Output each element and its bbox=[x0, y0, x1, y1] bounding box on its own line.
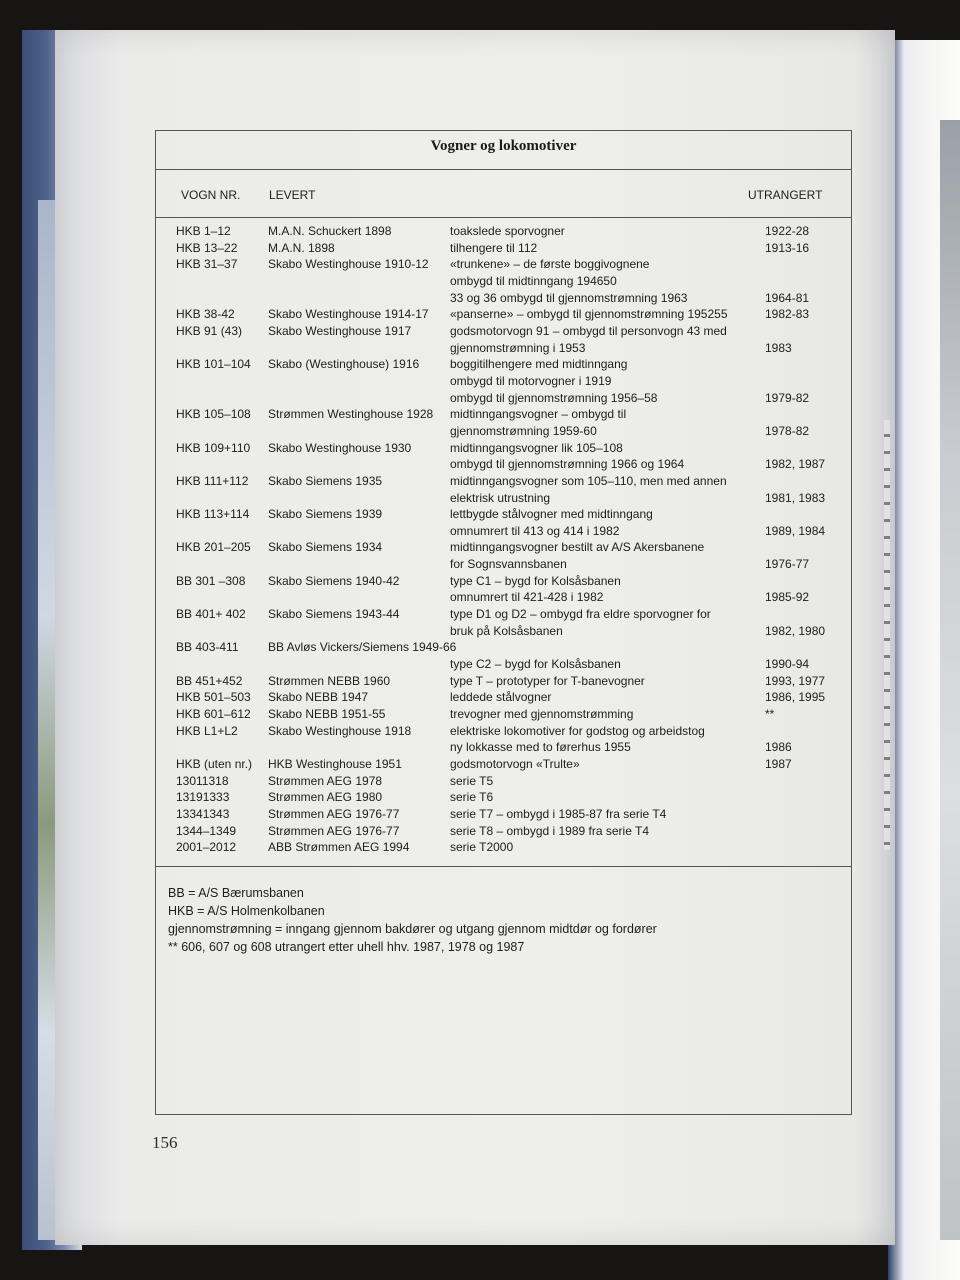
table-row bbox=[156, 773, 851, 790]
table-row bbox=[156, 573, 851, 606]
cell-levert: Skabo Westinghouse 1917 bbox=[268, 323, 412, 338]
cell-vogn-nr: 2001–2012 bbox=[176, 840, 237, 855]
cell-utrangert: 1982, 1980 bbox=[765, 623, 826, 638]
cell-description: serie T5 bbox=[450, 773, 494, 788]
table-row bbox=[156, 473, 851, 506]
cell-description: serie T2000 bbox=[450, 840, 514, 855]
cell-levert: Skabo NEBB 1947 bbox=[268, 690, 369, 705]
table-row bbox=[156, 689, 851, 706]
table-row bbox=[156, 823, 851, 840]
cell-levert: Skabo Westinghouse 1918 bbox=[268, 723, 412, 738]
cell-levert: Skabo Westinghouse 1914-17 bbox=[268, 307, 429, 322]
table-row bbox=[156, 323, 851, 356]
cell-utrangert: 1982-83 bbox=[765, 307, 810, 322]
table-row bbox=[156, 756, 851, 773]
cell-vogn-nr: HKB (uten nr.) bbox=[176, 757, 253, 771]
cell-description: type C1 – bygd for Kolsåsbanen omnumrert til 421-428 i 1982 bbox=[450, 573, 621, 605]
notes-divider bbox=[156, 866, 851, 867]
cell-description: type D1 og D2 – ombygd fra eldre sporvogner for bruk på Kolsåsbanen bbox=[450, 607, 711, 638]
cell-levert: Skabo Siemens 1939 bbox=[268, 507, 383, 522]
cell-levert: Skabo (Westinghouse) 1916 bbox=[268, 357, 420, 372]
cell-levert: Strømmen Westinghouse 1928 bbox=[268, 407, 434, 422]
table-row bbox=[156, 673, 851, 690]
cell-description: godsmotorvogn 91 – ombygd til personvogn 43 med gjennomstrømning i 1953 bbox=[450, 323, 727, 355]
cell-utrangert: 1922-28 bbox=[765, 224, 810, 238]
header-utrangert: UTRANGERT bbox=[748, 188, 823, 202]
cell-vogn-nr: HKB 501–503 bbox=[176, 690, 251, 705]
table-row bbox=[156, 306, 851, 323]
cell-utrangert bbox=[755, 823, 855, 840]
cell-levert: Strømmen NEBB 1960 bbox=[268, 673, 391, 688]
cell-vogn-nr: HKB 105–108 bbox=[176, 407, 251, 422]
title-row bbox=[156, 131, 851, 170]
cell-levert: Skabo Siemens 1940-42 bbox=[268, 573, 400, 588]
cell-vogn-nr: 13011318 bbox=[176, 773, 229, 788]
table-frame bbox=[155, 130, 852, 1115]
cell-utrangert: 1993, 1977 bbox=[765, 673, 826, 688]
cell-utrangert: 1990-94 bbox=[765, 657, 810, 672]
cell-levert: Strømmen AEG 1980 bbox=[268, 790, 383, 805]
table-row bbox=[156, 223, 851, 240]
cell-description: serie T7 – ombygd i 1985-87 fra serie T4 bbox=[450, 806, 667, 821]
table-row bbox=[156, 256, 851, 306]
cell-description: boggitilhengere med midtinngang ombygd til motorvogner i 1919 ombygd til gjennomstrømning 1956–58 bbox=[450, 357, 658, 405]
cell-levert: Strømmen AEG 1976-77 bbox=[268, 806, 400, 821]
table-row bbox=[156, 839, 851, 856]
binding-stitches bbox=[884, 420, 890, 850]
cell-description: elektriske lokomotiver for godstog og arbeidstog ny lokkasse med to førerhus 1955 bbox=[450, 723, 705, 755]
note-line: HKB = A/S Holmenkolbanen bbox=[168, 904, 325, 918]
cell-utrangert: 1978-82 bbox=[765, 423, 810, 438]
cell-description: «panserne» – ombygd til gjennomstrømning 195255 bbox=[450, 307, 728, 322]
cell-description: type T – prototyper for T-banevogner bbox=[450, 673, 645, 688]
cell-utrangert: 1913-16 bbox=[765, 240, 810, 255]
table-row bbox=[156, 706, 851, 723]
cell-description: serie T8 – ombygd i 1989 fra serie T4 bbox=[450, 823, 649, 838]
table-row bbox=[156, 639, 851, 672]
cell-levert: ABB Strømmen AEG 1994 bbox=[268, 840, 410, 855]
cell-levert: M.A.N. Schuckert 1898 bbox=[268, 224, 392, 238]
cell-vogn-nr: HKB 201–205 bbox=[176, 540, 251, 555]
cell-utrangert: ** bbox=[765, 707, 775, 722]
cell-vogn-nr: BB 451+452 bbox=[176, 673, 243, 688]
cell-vogn-nr: HKB 31–37 bbox=[176, 257, 238, 272]
cell-vogn-nr: HKB 1–12 bbox=[176, 224, 231, 238]
note-line: ** 606, 607 og 608 utrangert etter uhell hhv. 1987, 1978 og 1987 bbox=[168, 940, 525, 954]
cell-vogn-nr: HKB 38-42 bbox=[176, 307, 235, 322]
cell-utrangert: 1964-81 bbox=[765, 290, 810, 305]
cell-vogn-nr: 13191333 bbox=[176, 790, 230, 805]
cell-utrangert: 1976-77 bbox=[765, 557, 810, 572]
table-row bbox=[156, 789, 851, 806]
cell-levert: M.A.N. 1898 bbox=[268, 240, 335, 255]
cell-vogn-nr: 13341343 bbox=[176, 806, 230, 821]
cell-utrangert: 1983 bbox=[765, 340, 792, 355]
cell-utrangert: 1985-92 bbox=[765, 590, 810, 605]
cell-description: tilhengere til 112 bbox=[450, 240, 538, 255]
cell-levert: BB Avløs Vickers/Siemens 1949-66 bbox=[268, 640, 457, 655]
cell-vogn-nr: HKB 601–612 bbox=[176, 707, 251, 722]
cell-vogn-nr: BB 403-411 bbox=[176, 640, 239, 655]
cell-levert: Skabo Siemens 1943-44 bbox=[268, 607, 400, 622]
table-row bbox=[156, 406, 851, 439]
cell-description: type C2 – bygd for Kolsåsbanen bbox=[450, 657, 621, 672]
cell-utrangert bbox=[755, 773, 855, 790]
cell-description: serie T6 bbox=[450, 790, 494, 805]
notes bbox=[168, 884, 828, 956]
cell-description: godsmotorvogn «Trulte» bbox=[450, 757, 580, 771]
cell-vogn-nr: HKB 91 (43) bbox=[176, 323, 243, 338]
table-row bbox=[156, 539, 851, 572]
cell-vogn-nr: 1344–1349 bbox=[176, 823, 237, 838]
cell-utrangert: 1982, 1987 bbox=[765, 457, 826, 472]
cell-utrangert bbox=[755, 789, 855, 806]
table-row bbox=[156, 506, 851, 539]
cell-utrangert bbox=[755, 806, 855, 823]
cell-vogn-nr: HKB 101–104 bbox=[176, 357, 251, 372]
cell-vogn-nr: HKB 109+110 bbox=[176, 440, 251, 455]
cell-levert: Skabo NEBB 1951-55 bbox=[268, 707, 386, 722]
table-row bbox=[156, 606, 851, 639]
cell-utrangert: 1987 bbox=[765, 757, 792, 771]
cell-utrangert: 1986 bbox=[765, 740, 792, 755]
cell-description: midtinngangsvogner som 105–110, men med annen elektrisk utrustning bbox=[450, 473, 727, 505]
cell-utrangert: 1986, 1995 bbox=[765, 690, 826, 705]
cell-description: midtinngangsvogner bestilt av A/S Akersbanene for Sognsvannsbanen bbox=[450, 540, 705, 572]
table-row bbox=[156, 240, 851, 257]
page-number: 156 bbox=[152, 1133, 178, 1152]
cell-description: midtinngangsvogner – ombygd til gjennomstrømning 1959-60 bbox=[450, 407, 627, 438]
table-header bbox=[156, 169, 851, 218]
cell-description: midtinngangsvogner lik 105–108 ombygd til gjennomstrømning 1966 og 1964 bbox=[450, 440, 685, 472]
cell-description: lettbygde stålvogner med midtinngang omnumrert til 413 og 414 i 1982 bbox=[450, 507, 653, 538]
facing-page-photo bbox=[940, 120, 960, 1240]
table-row bbox=[156, 440, 851, 473]
header-levert: LEVERT bbox=[269, 188, 316, 202]
cell-description: toakslede sporvogner bbox=[450, 224, 565, 238]
cell-vogn-nr: HKB 113+114 bbox=[176, 507, 250, 522]
cell-levert: Skabo Westinghouse 1930 bbox=[268, 440, 412, 455]
cell-levert: Skabo Siemens 1935 bbox=[268, 473, 383, 488]
header-vogn-nr: VOGN NR. bbox=[181, 188, 241, 202]
table-row bbox=[156, 806, 851, 823]
cell-vogn-nr: BB 301 –308 bbox=[176, 573, 246, 588]
cell-levert: Skabo Siemens 1934 bbox=[268, 540, 383, 555]
cell-vogn-nr: BB 401+ 402 bbox=[176, 607, 246, 622]
cell-utrangert: 1979-82 bbox=[765, 390, 810, 405]
cell-utrangert: 1981, 1983 bbox=[765, 490, 826, 505]
cell-levert: Strømmen AEG 1976-77 bbox=[268, 823, 400, 838]
cell-utrangert: 1989, 1984 bbox=[765, 523, 826, 538]
cell-description: trevogner med gjennomstrømming bbox=[450, 707, 634, 722]
cell-description: leddede stålvogner bbox=[450, 690, 552, 705]
cell-utrangert bbox=[755, 839, 855, 856]
table-row bbox=[156, 356, 851, 406]
cell-description: «trunkene» – de første boggivognene ombygd til midtinngang 194650 33 og 36 ombygd til gjennomstrømning 1963 bbox=[450, 257, 688, 305]
cell-levert: Strømmen AEG 1978 bbox=[268, 773, 383, 788]
cell-levert: Skabo Westinghouse 1910-12 bbox=[268, 257, 429, 272]
cell-vogn-nr: HKB L1+L2 bbox=[176, 723, 238, 738]
page-title: Vogner og lokomotiver bbox=[430, 138, 577, 154]
cell-levert: HKB Westinghouse 1951 bbox=[268, 757, 402, 771]
cell-vogn-nr: HKB 111+112 bbox=[176, 473, 249, 488]
table-body bbox=[156, 223, 851, 856]
note-line: gjennomstrømning = inngang gjennom bakdører og utgang gjennom midtdør og fordører bbox=[168, 922, 657, 936]
table-row bbox=[156, 723, 851, 756]
note-line: BB = A/S Bærumsbanen bbox=[168, 886, 304, 900]
cell-vogn-nr: HKB 13–22 bbox=[176, 240, 238, 255]
